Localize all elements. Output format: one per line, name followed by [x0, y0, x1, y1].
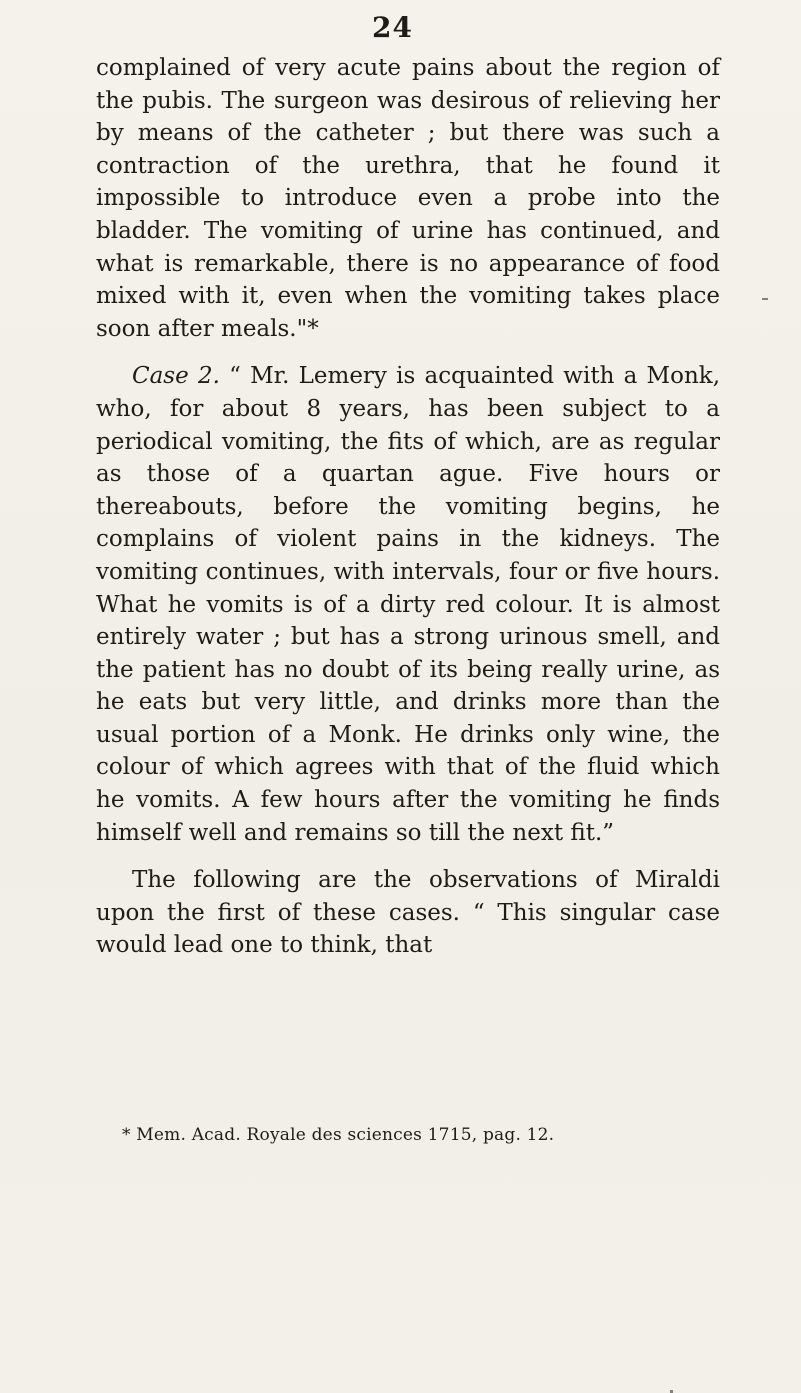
- body-text: [96, 52, 720, 962]
- case-2-text: “ Mr. Lemery is acquainted with a Monk, who, for about 8 years, has been subject to a periodical vomiting, the fits of which, are as regular as those of a quartan ague. Five hours or thereabouts, before the vomiting begins, he complains of violent pains in the kidneys. The vomiting continues, with intervals, four or five hours. What he vomits is of a dirty red colour. It is almost entirely water ; but has a strong urinous smell, and the patient has no doubt of its being really urine, as he eats but very little, and drinks more than the usual portion of a Monk. He drinks only wine, the colour of which agrees with that of the fluid which he vomits. A few hours after the vomiting he finds himself well and remains so till the next fit.”: [96, 363, 720, 846]
- scan-mark: [762, 298, 768, 300]
- paragraph-continuation: complained of very acute pains about the region of the pubis. The surgeon was desirous of relieving her by means of the catheter ; but there was such a contraction of the urethra, that he found it impossible to introduce even a probe into the bladder. The vomiting of urine has continued, and what is remarkable, there is no appearance of food mixed with it, even when the vomiting takes place soon after meals."*: [96, 55, 720, 342]
- paragraph-observations: The following are the observations of Miraldi upon the first of these cases. “ This singular case would lead one to think, that: [96, 867, 720, 959]
- paragraph-case-2: [96, 360, 720, 849]
- case-label: Case 2.: [132, 363, 220, 390]
- page-number: 24: [372, 11, 413, 44]
- footnote: * Mem. Acad. Royale des sciences 1715, pag. 12.: [122, 1125, 555, 1145]
